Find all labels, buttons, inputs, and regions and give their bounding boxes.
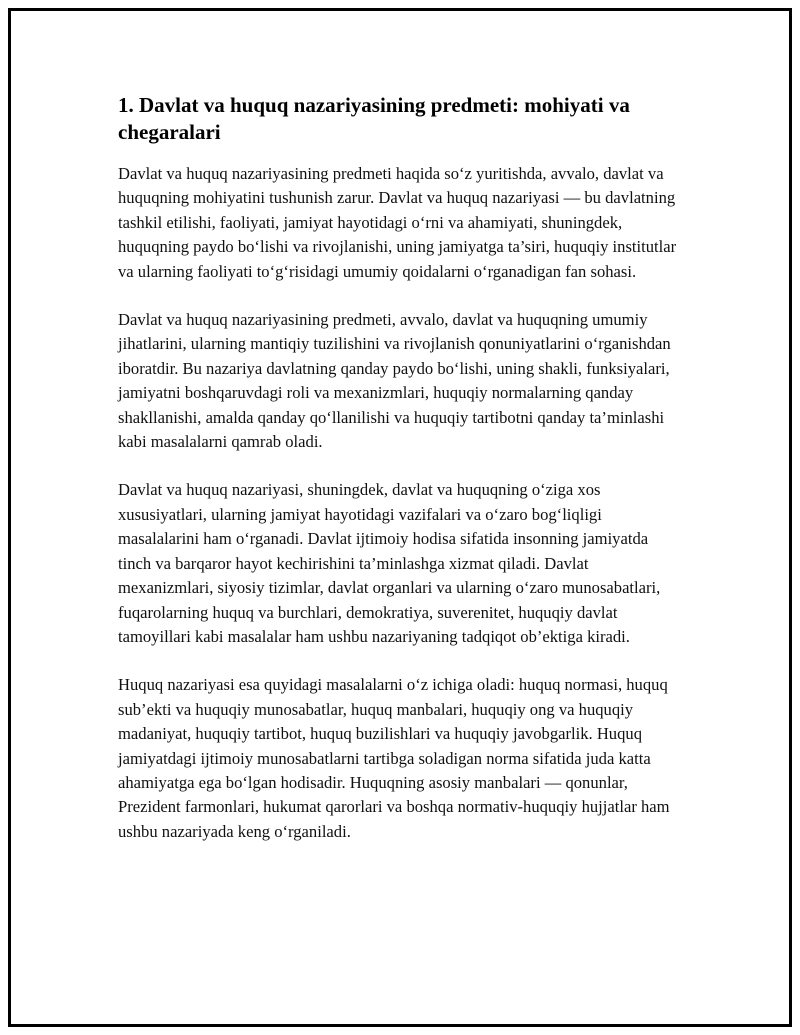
paragraph-1: Davlat va huquq nazariyasining predmeti haqida so‘z yuritishda, avvalo, davlat va huquqning mohiyatini tushunish zarur. Davlat va huquq nazariyasi — bu davlatning tashkil etilishi, faoliyati, jamiyat hayotidagi o‘rni va ahamiyati, shuningdek, huquqning paydo bo‘lishi va rivojlanishi, uning jamiyatga ta’siri, huquqiy institutlar va ularning faoliyati to‘g‘risidagi umumiy qoidalarni o‘rganadigan fan sohasi.: [118, 164, 677, 281]
section-heading: 1. Davlat va huquq nazariyasining predmeti: mohiyati va chegaralari: [118, 93, 630, 144]
paragraph-4: Huquq nazariyasi esa quyidagi masalalarni o‘z ichiga oladi: huquq normasi, huquq sub’ekti va huquqiy munosabatlar, huquq manbalari, huquqiy ong va huquqiy madaniyat, huquqiy tartibot, huquq buzilishlari va huquqiy javobgarlik. Huquq jamiyatdagi ijtimoiy munosabatlarni tartibga soladigan norma sifatida juda katta ahamiyatga ega bo‘lgan hodisadir. Huquqning asosiy manbalari — qonunlar, Prezident farmonlari, hukumat qarorlari va boshqa normativ-huquqiy hujjatlar ham ushbu nazariyada keng o‘rganiladi.: [118, 675, 670, 841]
paragraph-2: Davlat va huquq nazariyasining predmeti, avvalo, davlat va huquqning umumiy jihatlarini, ularning mantiqiy tuzilishini va rivojlanish qonuniyatlarini o‘rganishdan iboratdir. Bu nazariya davlatning qanday paydo bo‘lishi, uning shakli, funksiyalari, jamiyatni boshqaruvdagi roli va mexanizmlari, huquqiy normalarning qanday shakllanishi, amalda qanday qo‘llanilishi va huquqiy tartibotni qanday ta’minlashi kabi masalalarni qamrab oladi.: [118, 310, 671, 452]
document-body: [118, 92, 684, 868]
paragraph-3: Davlat va huquq nazariyasi, shuningdek, davlat va huquqning o‘ziga xos xususiyatlari, ularning jamiyat hayotidagi vazifalari va o‘zaro bog‘liqligi masalalarini ham o‘rganadi. Davlat ijtimoiy hodisa sifatida insonning jamiyatda tinch va barqaror hayot kechirishini ta’minlashga xizmat qiladi. Davlat mexanizmlari, siyosiy tizimlar, davlat organlari va ularning o‘zaro munosabatlari, fuqarolarning huquq va burchlari, demokratiya, suverenitet, huquqiy davlat tamoyillari kabi masalalar ham ushbu nazariyaning tadqiqot ob’ektiga kiradi.: [118, 480, 661, 646]
